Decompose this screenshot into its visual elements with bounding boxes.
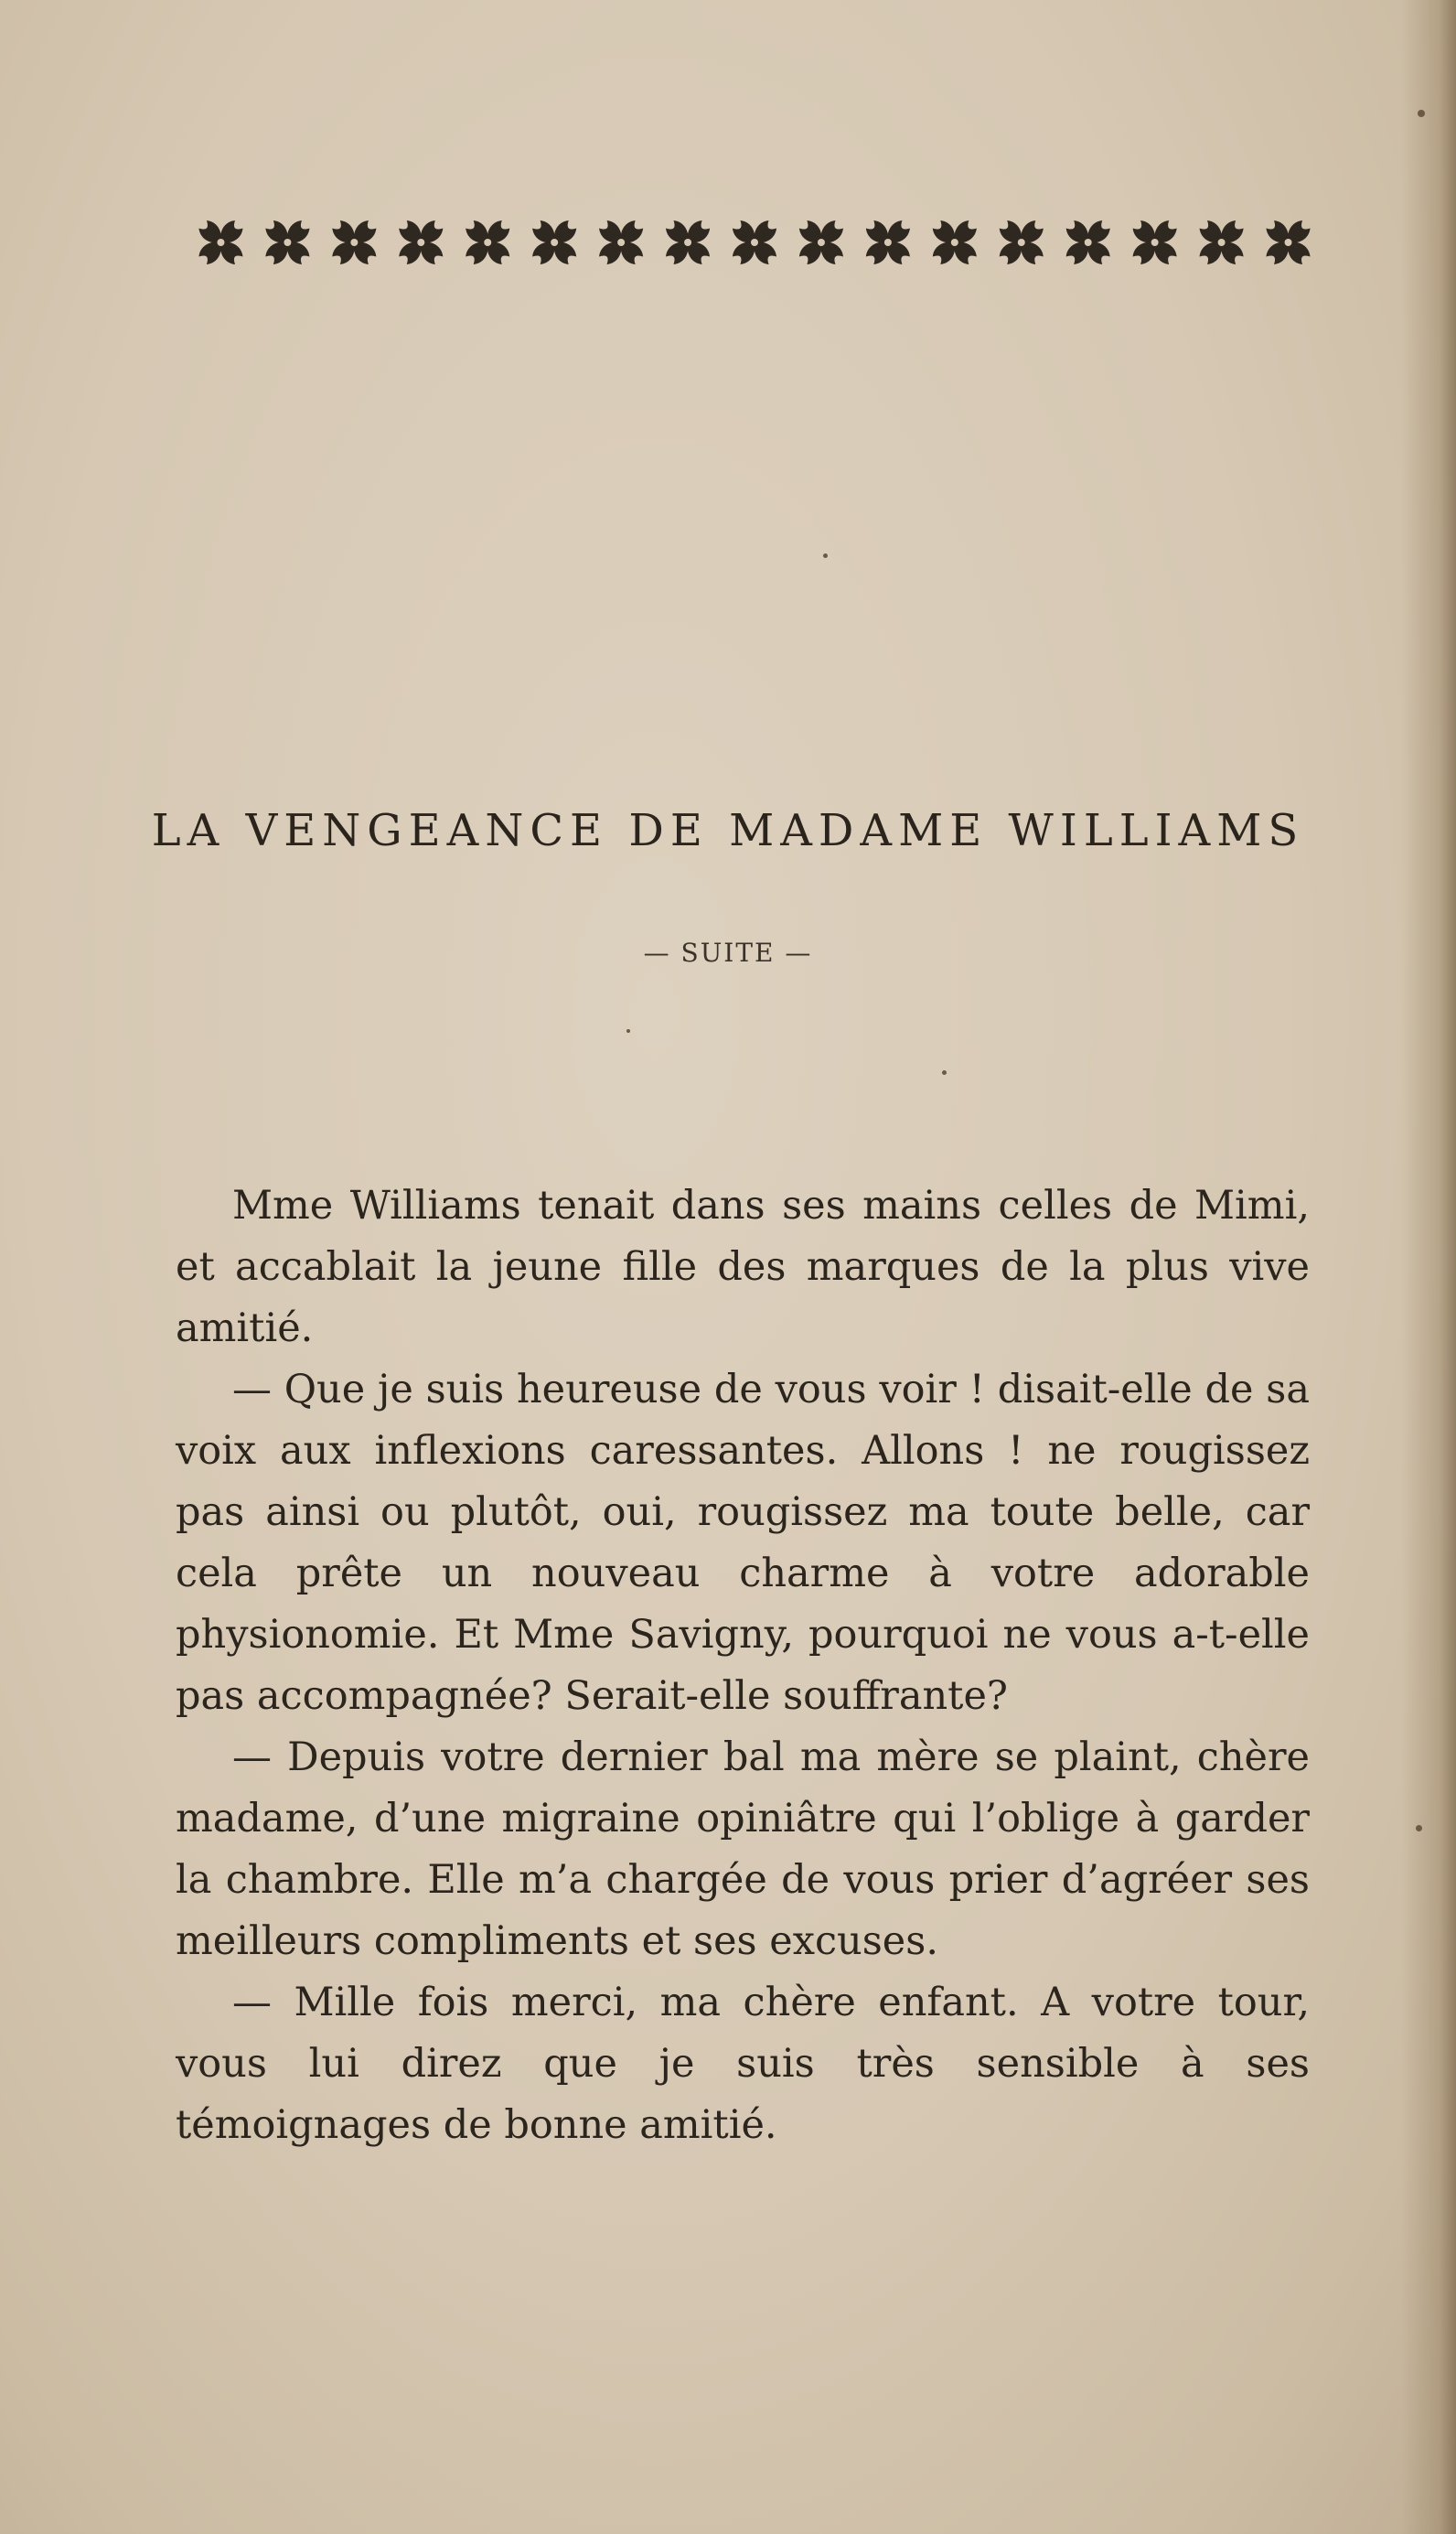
ornament-flower — [396, 218, 445, 267]
ornament-flower — [1264, 218, 1313, 267]
paper-speck — [626, 1029, 630, 1033]
paper-speck — [823, 553, 828, 558]
floral-ornament-icon — [187, 206, 1322, 279]
paper-speck — [1418, 110, 1425, 117]
ornament-flower — [1130, 218, 1180, 267]
ornament-flower — [863, 218, 913, 267]
ornament-flower — [1197, 218, 1247, 267]
paragraph-4: — Mille fois merci, ma chère enfant. A votre tour, vous lui direz que je suis très sensible à ses témoignages de bonne amitié. — [176, 1980, 1310, 2148]
paragraph-3: — Depuis votre dernier bal ma mère se plaint, chère madame, d’une migraine opiniâtre qui l’oblige à garder la chambre. Elle m’a chargée de vous prier d’agréer ses meilleurs compliments et ses excuses. — [176, 1734, 1310, 1964]
ornament-flower — [797, 218, 846, 267]
ornament-flower — [329, 218, 379, 267]
paper-speck — [1416, 1825, 1422, 1831]
chapter-subtitle: — SUITE — — [643, 938, 813, 968]
body-text — [176, 1176, 1310, 2156]
ornament-flower — [930, 218, 980, 267]
ornament-flower — [263, 218, 313, 267]
ornament-flower — [997, 218, 1046, 267]
ornament-flower — [730, 218, 779, 267]
paragraph-1: Mme Williams tenait dans ses mains celles de Mimi, et accablait la jeune fille des marques de la plus vive amitié. — [176, 1183, 1310, 1351]
chapter-title: LA VENGEANCE DE MADAME WILLIAMS — [151, 805, 1305, 856]
ornament-flower — [1064, 218, 1113, 267]
ornament-flower — [463, 218, 512, 267]
ornament-flower — [596, 218, 646, 267]
paper-speck — [942, 1070, 947, 1075]
page-edge-shadow — [1401, 0, 1456, 2534]
ornament-flower — [530, 218, 579, 267]
ornament-flower — [663, 218, 712, 267]
ornament-flower — [197, 218, 246, 267]
paragraph-2: — Que je suis heureuse de vous voir ! disait-elle de sa voix aux inflexions caressantes. Allons ! ne rougissez pas ainsi ou plutôt, oui, rougissez ma toute belle, car cela prête un nouveau charme à votre adorable physionomie. Et Mme Savigny, pourquoi ne vous a-t-elle pas accompagnée? Serait-elle souffrante? — [176, 1367, 1310, 1719]
